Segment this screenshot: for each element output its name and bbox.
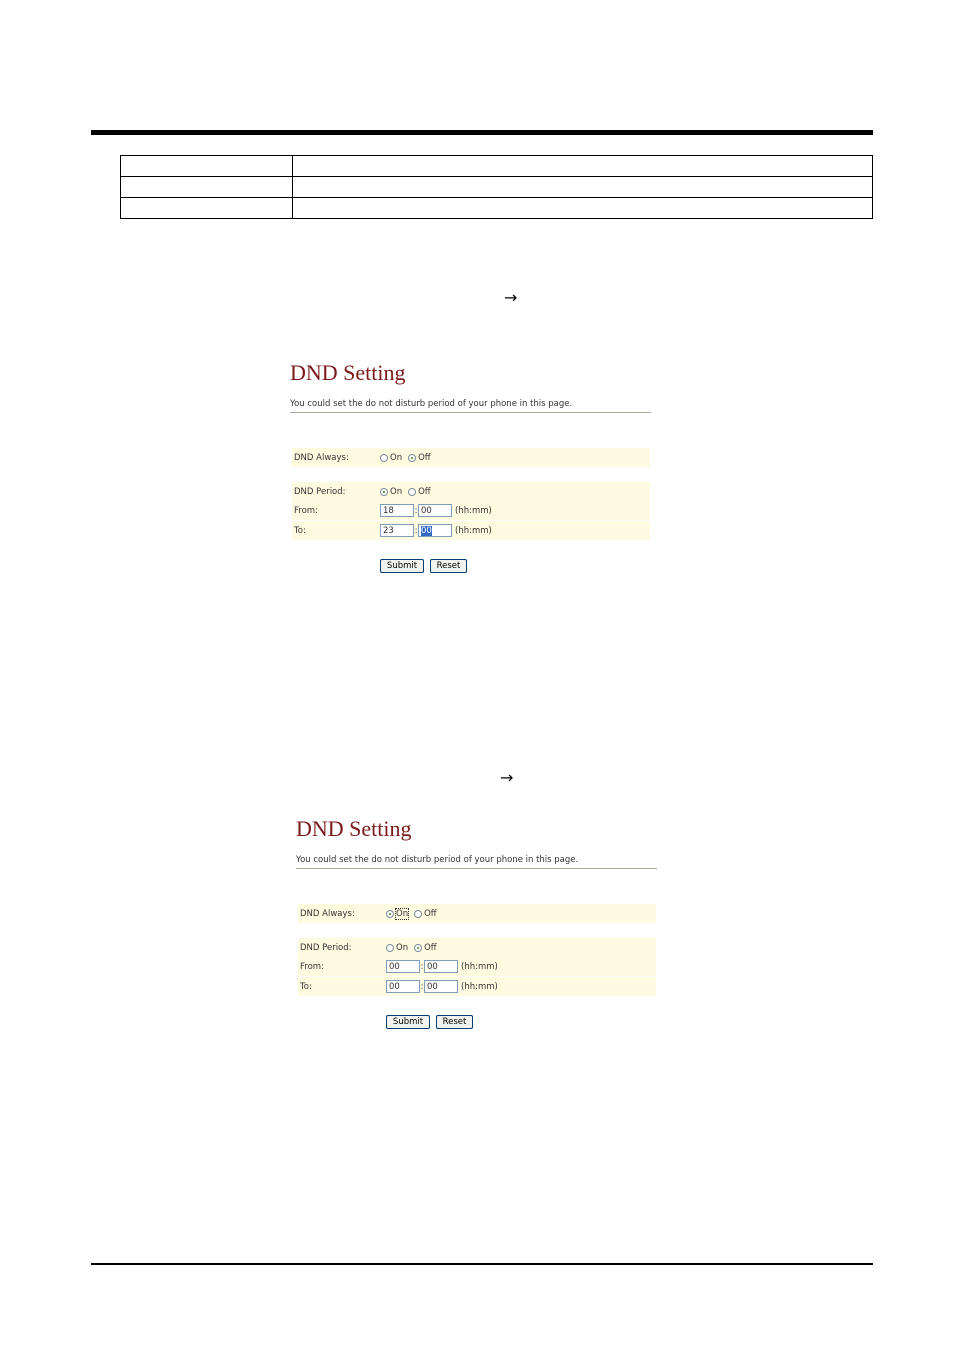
dnd-always-label: DND Always:: [294, 452, 349, 463]
dnd-always-off-radio[interactable]: Off: [414, 909, 437, 919]
dnd-always-on-radio[interactable]: On: [380, 453, 402, 463]
to-label: To:: [300, 981, 312, 992]
table-row: [121, 177, 873, 198]
dnd-always-label: DND Always:: [300, 908, 355, 919]
from-hour-input[interactable]: 18: [380, 504, 414, 517]
submit-button[interactable]: Submit: [380, 559, 424, 573]
dnd-period-off-radio[interactable]: Off: [408, 487, 431, 497]
submit-button[interactable]: Submit: [386, 1015, 430, 1029]
reset-button[interactable]: Reset: [436, 1015, 473, 1029]
from-label: From:: [294, 505, 318, 516]
page-description: You could set the do not disturb period of your phone in this page.: [296, 855, 579, 865]
page-title: DND Setting: [296, 816, 412, 841]
to-unit: (hh:mm): [461, 981, 498, 992]
dnd-period-row: [298, 938, 656, 957]
from-minute-input[interactable]: 00: [418, 504, 452, 517]
from-hour-input[interactable]: 00: [386, 960, 420, 973]
dnd-period-off-radio[interactable]: Off: [414, 943, 437, 953]
page-description: You could set the do not disturb period of your phone in this page.: [290, 399, 573, 409]
dnd-period-label: DND Period:: [294, 486, 346, 497]
dnd-period-on-radio[interactable]: On: [386, 943, 408, 953]
to-hour-input[interactable]: 23: [380, 524, 414, 537]
to-hour-input[interactable]: 00: [386, 980, 420, 993]
dnd-always-on-radio[interactable]: On: [386, 909, 408, 919]
page-title: DND Setting: [290, 360, 406, 385]
divider: [296, 868, 657, 869]
from-unit: (hh:mm): [461, 961, 498, 972]
to-minute-input[interactable]: 00: [424, 980, 458, 993]
from-row: From: 00 : 00 (hh:mm): [298, 957, 656, 976]
to-unit: (hh:mm): [455, 525, 492, 536]
to-minute-input[interactable]: 00: [418, 524, 452, 537]
to-row: To: 23 : 00 (hh:mm): [292, 521, 650, 540]
dnd-always-row: [298, 904, 656, 923]
from-row: From: 18 : 00 (hh:mm): [292, 501, 650, 520]
table-row: [121, 156, 873, 177]
dnd-setting-panel-1: [290, 360, 655, 582]
from-label: From:: [300, 961, 324, 972]
dnd-period-label: DND Period:: [300, 942, 352, 953]
from-unit: (hh:mm): [455, 505, 492, 516]
divider: [290, 412, 651, 413]
dnd-always-off-radio[interactable]: Off: [408, 453, 431, 463]
from-minute-input[interactable]: 00: [424, 960, 458, 973]
arrow-right-icon: →: [504, 288, 518, 307]
header-rule: [91, 130, 873, 135]
reset-button[interactable]: Reset: [430, 559, 467, 573]
to-row: To: 00 : 00 (hh:mm): [298, 977, 656, 996]
arrow-right-icon: →: [500, 768, 514, 787]
to-label: To:: [294, 525, 306, 536]
dnd-period-row: [292, 482, 650, 501]
table-row: [121, 198, 873, 219]
dnd-period-on-radio[interactable]: On: [380, 487, 402, 497]
dnd-setting-panel-2: [296, 816, 661, 1038]
document-table: [120, 155, 873, 219]
footer-rule: [91, 1263, 873, 1265]
dnd-always-row: [292, 448, 650, 467]
